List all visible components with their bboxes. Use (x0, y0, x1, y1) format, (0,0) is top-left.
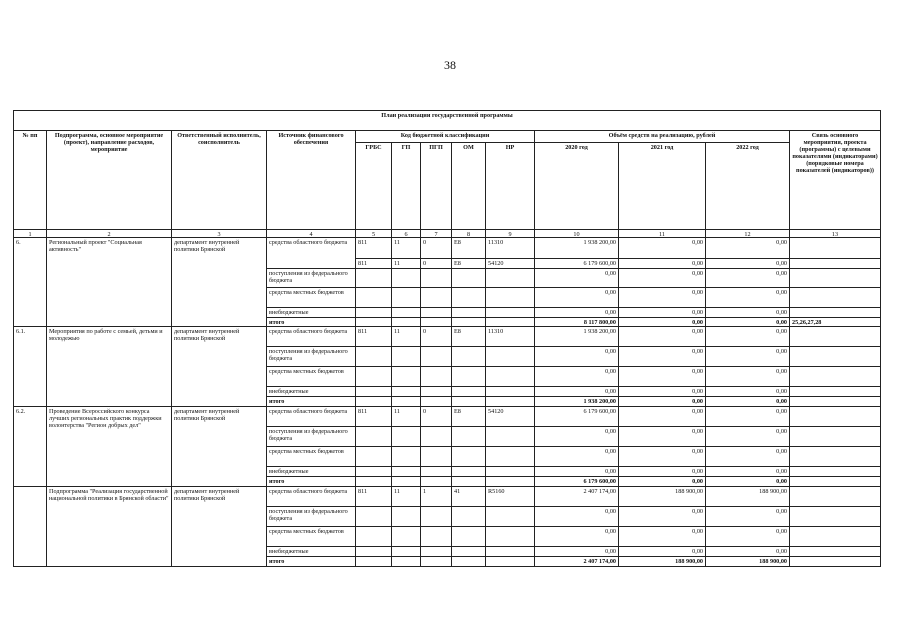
amount-y2020: 1 938 200,00 (534, 237, 618, 258)
code-grbs (355, 476, 391, 486)
amount-y2022: 188 900,00 (705, 556, 789, 566)
code-nr (485, 556, 534, 566)
code-grbs (355, 307, 391, 317)
funding-source: итого (266, 476, 355, 486)
amount-y2021: 188 900,00 (618, 486, 705, 506)
code-nr (485, 476, 534, 486)
code-pgp: 0 (420, 326, 451, 346)
code-grbs (355, 268, 391, 287)
column-number: 13 (789, 229, 880, 237)
amount-y2022: 0,00 (705, 446, 789, 466)
indicator-link (789, 326, 880, 346)
header-y2020: 2020 год (534, 142, 618, 229)
code-om (451, 346, 485, 366)
funding-source: средства местных бюджетов (266, 287, 355, 307)
header-responsible: Ответственный исполнитель, соисполнитель (171, 130, 266, 229)
funding-source: средства областного бюджета (266, 326, 355, 346)
header-y2021: 2021 год (618, 142, 705, 229)
code-grbs (355, 546, 391, 556)
amount-y2021: 0,00 (618, 287, 705, 307)
amount-y2020: 6 179 600,00 (534, 406, 618, 426)
amount-y2020: 0,00 (534, 466, 618, 476)
code-nr (485, 317, 534, 326)
funding-source: внебюджетные (266, 386, 355, 396)
amount-y2021: 0,00 (618, 446, 705, 466)
code-om (451, 386, 485, 396)
code-pgp (420, 307, 451, 317)
funding-source: поступления из федерального бюджета (266, 426, 355, 446)
amount-y2020: 0,00 (534, 346, 618, 366)
code-gp (391, 446, 420, 466)
amount-y2022: 0,00 (705, 386, 789, 396)
column-number: 3 (171, 229, 266, 237)
code-nr (485, 546, 534, 556)
row-number: 6.1. (13, 326, 46, 406)
code-pgp (420, 426, 451, 446)
code-grbs: 811 (355, 237, 391, 258)
header-link: Связь основного мероприятия, проекта (программы) с целевыми показателями (индикаторами) (порядковые номера показателей (индикаторов)) (789, 130, 880, 229)
amount-y2021: 0,00 (618, 268, 705, 287)
amount-y2021: 188 900,00 (618, 556, 705, 566)
amount-y2021: 0,00 (618, 426, 705, 446)
column-number: 9 (485, 229, 534, 237)
code-nr (485, 426, 534, 446)
code-gp: 11 (391, 486, 420, 506)
amount-y2022: 0,00 (705, 366, 789, 386)
column-number: 10 (534, 229, 618, 237)
code-om (451, 268, 485, 287)
code-nr (485, 287, 534, 307)
indicator-link (789, 426, 880, 446)
indicator-link (789, 406, 880, 426)
code-pgp (420, 466, 451, 476)
column-number: 1 (13, 229, 46, 237)
amount-y2021: 0,00 (618, 346, 705, 366)
indicator-link (789, 506, 880, 526)
code-grbs (355, 317, 391, 326)
amount-y2021: 0,00 (618, 506, 705, 526)
funding-source: поступления из федерального бюджета (266, 268, 355, 287)
code-grbs (355, 396, 391, 406)
amount-y2020: 0,00 (534, 546, 618, 556)
funding-source: средства местных бюджетов (266, 366, 355, 386)
funding-source: поступления из федерального бюджета (266, 346, 355, 366)
code-om: Е8 (451, 258, 485, 268)
activity-name: Мероприятия по работе с семьей, детьми и молодежью (46, 326, 171, 406)
amount-y2022: 0,00 (705, 258, 789, 268)
code-nr (485, 307, 534, 317)
code-grbs (355, 287, 391, 307)
code-pgp (420, 396, 451, 406)
code-om: Е8 (451, 326, 485, 346)
funding-source: средства областного бюджета (266, 406, 355, 426)
amount-y2021: 0,00 (618, 307, 705, 317)
amount-y2020: 0,00 (534, 526, 618, 546)
amount-y2022: 0,00 (705, 526, 789, 546)
amount-y2020: 8 117 800,00 (534, 317, 618, 326)
code-grbs (355, 346, 391, 366)
amount-y2020: 0,00 (534, 426, 618, 446)
responsible-executor: департамент внутренней политики Брянской (171, 326, 266, 406)
indicator-link (789, 446, 880, 466)
funding-source: средства областного бюджета (266, 486, 355, 506)
code-om: Е8 (451, 406, 485, 426)
code-pgp (420, 346, 451, 366)
code-pgp (420, 317, 451, 326)
table-right-border (880, 110, 881, 567)
code-gp: 11 (391, 237, 420, 258)
indicator-link (789, 466, 880, 476)
amount-y2020: 0,00 (534, 287, 618, 307)
code-grbs (355, 556, 391, 566)
indicator-link (789, 307, 880, 317)
code-gp (391, 287, 420, 307)
amount-y2021: 0,00 (618, 526, 705, 546)
activity-name: Проведение Всероссийского конкурса лучших региональных практик поддержки волонтерства "Регион добрых дел" (46, 406, 171, 486)
table-bottom-border (13, 566, 881, 567)
code-pgp (420, 556, 451, 566)
amount-y2020: 2 407 174,00 (534, 556, 618, 566)
amount-y2022: 188 900,00 (705, 486, 789, 506)
code-nr: 11310 (485, 326, 534, 346)
header-om: ОМ (451, 142, 485, 229)
amount-y2022: 0,00 (705, 307, 789, 317)
header-y2022: 2022 год (705, 142, 789, 229)
amount-y2020: 0,00 (534, 366, 618, 386)
code-nr (485, 366, 534, 386)
indicator-link (789, 346, 880, 366)
code-pgp (420, 287, 451, 307)
code-gp (391, 366, 420, 386)
amount-y2020: 0,00 (534, 446, 618, 466)
row-number: 6. (13, 237, 46, 326)
code-gp (391, 476, 420, 486)
code-pgp (420, 268, 451, 287)
code-gp (391, 506, 420, 526)
amount-y2021: 0,00 (618, 386, 705, 396)
code-pgp: 0 (420, 406, 451, 426)
activity-name: Подпрограмма "Реализация государственной национальной политики в Брянской области" (46, 486, 171, 566)
activity-name: Региональный проект "Социальная активность" (46, 237, 171, 326)
indicator-link (789, 476, 880, 486)
amount-y2020: 6 179 600,00 (534, 476, 618, 486)
indicator-link (789, 366, 880, 386)
amount-y2021: 0,00 (618, 546, 705, 556)
code-om: Е8 (451, 237, 485, 258)
column-number: 7 (420, 229, 451, 237)
column-number: 2 (46, 229, 171, 237)
code-nr (485, 446, 534, 466)
indicator-link (789, 237, 880, 258)
code-om (451, 526, 485, 546)
header-volume: Объём средств на реализацию, рублей (534, 130, 789, 142)
code-om (451, 466, 485, 476)
responsible-executor: департамент внутренней политики Брянской (171, 237, 266, 326)
indicator-link (789, 546, 880, 556)
code-pgp (420, 476, 451, 486)
funding-source: средства местных бюджетов (266, 446, 355, 466)
code-om (451, 446, 485, 466)
code-grbs: 811 (355, 258, 391, 268)
code-gp (391, 307, 420, 317)
code-om (451, 307, 485, 317)
amount-y2022: 0,00 (705, 326, 789, 346)
code-grbs: 811 (355, 326, 391, 346)
code-pgp: 0 (420, 258, 451, 268)
indicator-link (789, 287, 880, 307)
code-gp (391, 268, 420, 287)
amount-y2022: 0,00 (705, 268, 789, 287)
row-number (13, 486, 46, 566)
code-gp (391, 526, 420, 546)
code-grbs (355, 366, 391, 386)
funding-source: внебюджетные (266, 307, 355, 317)
column-number: 5 (355, 229, 391, 237)
funding-source: итого (266, 396, 355, 406)
amount-y2022: 0,00 (705, 406, 789, 426)
code-grbs (355, 386, 391, 396)
funding-source: внебюджетные (266, 466, 355, 476)
amount-y2021: 0,00 (618, 406, 705, 426)
table-title: План реализации государственной программы (13, 110, 880, 130)
responsible-executor: департамент внутренней политики Брянской (171, 486, 266, 566)
code-gp (391, 556, 420, 566)
code-pgp (420, 546, 451, 556)
code-nr (485, 268, 534, 287)
code-gp (391, 426, 420, 446)
code-om (451, 506, 485, 526)
code-gp (391, 317, 420, 326)
code-nr: 54120 (485, 258, 534, 268)
indicator-link (789, 396, 880, 406)
header-gp: ГП (391, 142, 420, 229)
amount-y2022: 0,00 (705, 287, 789, 307)
amount-y2022: 0,00 (705, 506, 789, 526)
code-pgp (420, 366, 451, 386)
code-pgp: 0 (420, 237, 451, 258)
indicator-link: 25,26,27,28 (789, 317, 880, 326)
code-nr (485, 526, 534, 546)
code-nr (485, 466, 534, 476)
amount-y2022: 0,00 (705, 546, 789, 556)
code-om (451, 476, 485, 486)
code-gp: 11 (391, 406, 420, 426)
header-pgp: ПГП (420, 142, 451, 229)
amount-y2021: 0,00 (618, 326, 705, 346)
code-om (451, 287, 485, 307)
code-pgp (420, 446, 451, 466)
code-nr (485, 346, 534, 366)
funding-source: поступления из федерального бюджета (266, 506, 355, 526)
amount-y2022: 0,00 (705, 317, 789, 326)
code-gp: 11 (391, 326, 420, 346)
amount-y2021: 0,00 (618, 317, 705, 326)
indicator-link (789, 486, 880, 506)
code-gp (391, 546, 420, 556)
header-subprogram: Подпрограмма, основное мероприятие (проект), направление расходов, мероприятие (46, 130, 171, 229)
indicator-link (789, 258, 880, 268)
amount-y2021: 0,00 (618, 366, 705, 386)
amount-y2020: 0,00 (534, 386, 618, 396)
amount-y2022: 0,00 (705, 396, 789, 406)
code-om (451, 426, 485, 446)
responsible-executor: департамент внутренней политики Брянской (171, 406, 266, 486)
amount-y2022: 0,00 (705, 466, 789, 476)
funding-source: итого (266, 556, 355, 566)
code-nr (485, 386, 534, 396)
amount-y2020: 0,00 (534, 307, 618, 317)
header-num: № пп (13, 130, 46, 229)
amount-y2020: 2 407 174,00 (534, 486, 618, 506)
header-budget-code: Код бюджетной классификации (355, 130, 534, 142)
code-om (451, 396, 485, 406)
code-grbs (355, 466, 391, 476)
amount-y2021: 0,00 (618, 237, 705, 258)
code-nr: 54120 (485, 406, 534, 426)
code-om (451, 317, 485, 326)
code-grbs: 811 (355, 486, 391, 506)
code-grbs (355, 446, 391, 466)
amount-y2022: 0,00 (705, 426, 789, 446)
funding-source: средства областного бюджета (266, 237, 355, 268)
amount-y2022: 0,00 (705, 346, 789, 366)
code-grbs (355, 526, 391, 546)
amount-y2020: 6 179 600,00 (534, 258, 618, 268)
code-gp (391, 396, 420, 406)
amount-y2022: 0,00 (705, 476, 789, 486)
code-om: 41 (451, 486, 485, 506)
amount-y2021: 0,00 (618, 476, 705, 486)
code-gp: 11 (391, 258, 420, 268)
indicator-link (789, 386, 880, 396)
amount-y2020: 1 938 200,00 (534, 396, 618, 406)
code-pgp: 1 (420, 486, 451, 506)
page-number: 38 (444, 58, 456, 72)
code-nr (485, 396, 534, 406)
code-grbs (355, 506, 391, 526)
code-grbs: 811 (355, 406, 391, 426)
amount-y2020: 0,00 (534, 506, 618, 526)
code-gp (391, 466, 420, 476)
amount-y2021: 0,00 (618, 466, 705, 476)
code-om (451, 546, 485, 556)
funding-source: итого (266, 317, 355, 326)
code-pgp (420, 386, 451, 396)
code-gp (391, 386, 420, 396)
amount-y2020: 1 938 200,00 (534, 326, 618, 346)
code-nr: 11310 (485, 237, 534, 258)
header-nr: НР (485, 142, 534, 229)
code-pgp (420, 506, 451, 526)
column-number: 8 (451, 229, 485, 237)
column-number: 4 (266, 229, 355, 237)
code-nr (485, 506, 534, 526)
indicator-link (789, 556, 880, 566)
indicator-link (789, 526, 880, 546)
row-number: 6.2. (13, 406, 46, 486)
amount-y2021: 0,00 (618, 396, 705, 406)
column-number: 11 (618, 229, 705, 237)
header-grbs: ГРБС (355, 142, 391, 229)
code-om (451, 366, 485, 386)
amount-y2021: 0,00 (618, 258, 705, 268)
funding-source: внебюджетные (266, 546, 355, 556)
code-grbs (355, 426, 391, 446)
code-pgp (420, 526, 451, 546)
column-number: 6 (391, 229, 420, 237)
column-number: 12 (705, 229, 789, 237)
code-nr: R5160 (485, 486, 534, 506)
amount-y2022: 0,00 (705, 237, 789, 258)
code-om (451, 556, 485, 566)
indicator-link (789, 268, 880, 287)
funding-source: средства местных бюджетов (266, 526, 355, 546)
amount-y2020: 0,00 (534, 268, 618, 287)
header-source: Источник финансового обеспечения (266, 130, 355, 229)
code-gp (391, 346, 420, 366)
